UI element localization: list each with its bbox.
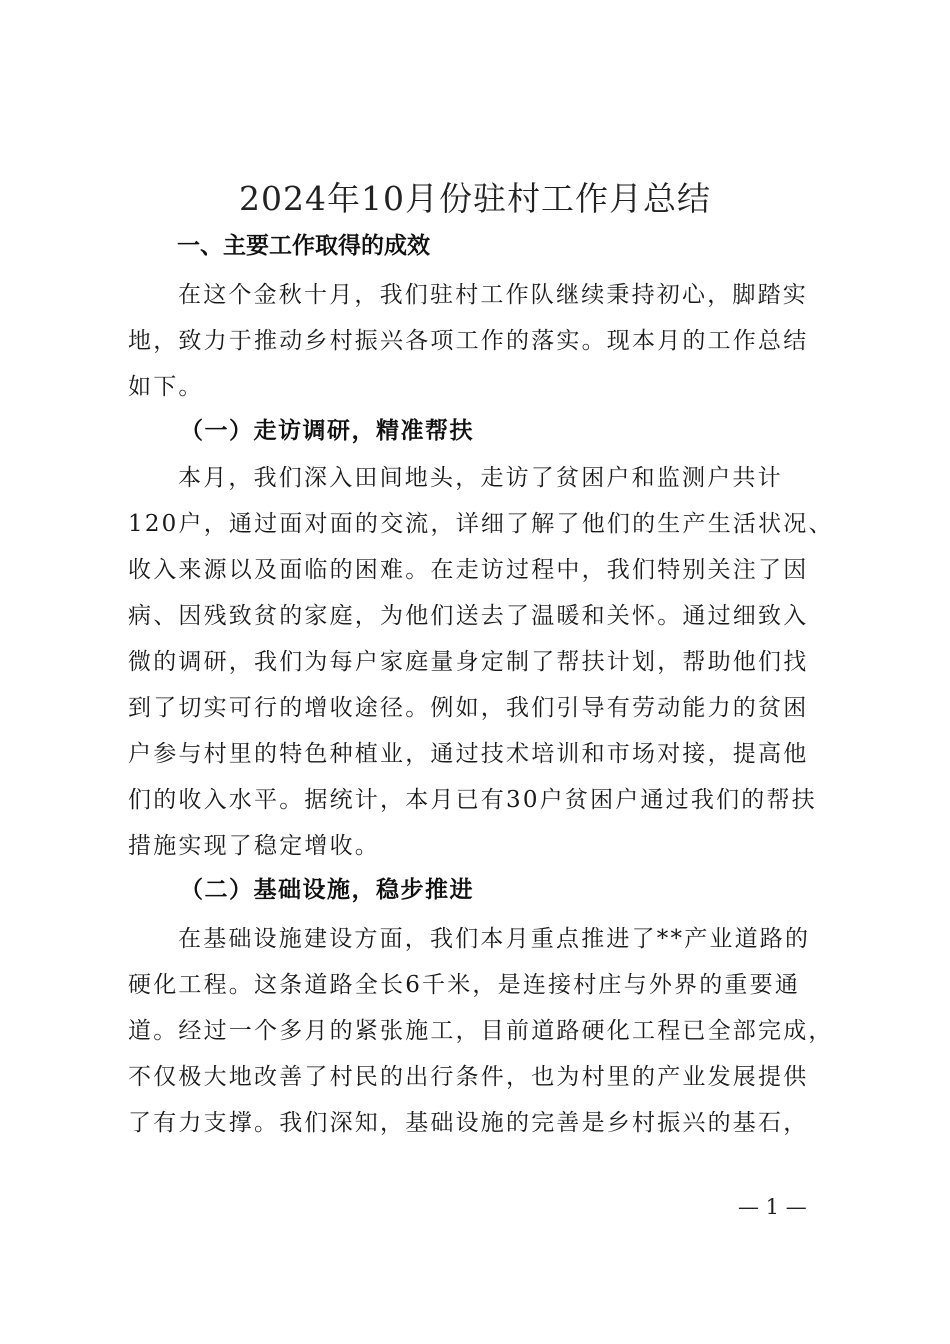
visits-paragraph bbox=[128, 455, 834, 869]
paragraph-line: 本月，我们深入田间地头，走访了贫困户和监测户共计 bbox=[178, 465, 783, 491]
page-number: — 1 — bbox=[738, 1195, 807, 1219]
paragraph-line: 120户，通过面对面的交流，详细了解了他们的生产生活状况、 bbox=[128, 511, 834, 537]
paragraph-line: 在这个金秋十月，我们驻村工作队继续秉持初心，脚踏实 bbox=[178, 282, 808, 308]
paragraph-line: 们的收入水平。据统计，本月已有30户贫困户通过我们的帮扶 bbox=[128, 787, 817, 813]
paragraph-line: 硬化工程。这条道路全长6千米，是连接村庄与外界的重要通 bbox=[128, 972, 801, 998]
intro-paragraph bbox=[128, 272, 828, 410]
paragraph-line: 地，致力于推动乡村振兴各项工作的落实。现本月的工作总结 bbox=[128, 328, 809, 354]
paragraph-line: 到了切实可行的增收途径。例如，我们引导有劳动能力的贫困 bbox=[128, 695, 809, 721]
subheading-visits-research: （一）走访调研，精准帮扶 bbox=[180, 417, 474, 444]
paragraph-line: 措施实现了稳定增收。 bbox=[128, 833, 380, 859]
paragraph-line: 不仅极大地改善了村民的出行条件，也为村里的产业发展提供 bbox=[128, 1064, 809, 1090]
paragraph-line: 收入来源以及面临的困难。在走访过程中，我们特别关注了因 bbox=[128, 557, 809, 583]
subheading-infrastructure: （二）基础设施，稳步推进 bbox=[180, 876, 474, 903]
infrastructure-paragraph bbox=[128, 916, 834, 1146]
paragraph-line: 户参与村里的特色种植业，通过技术培训和市场对接，提高他 bbox=[128, 741, 809, 767]
paragraph-line: 了有力支撑。我们深知，基础设施的完善是乡村振兴的基石， bbox=[128, 1110, 809, 1136]
paragraph-line: 微的调研，我们为每户家庭量身定制了帮扶计划，帮助他们找 bbox=[128, 649, 809, 675]
paragraph-line: 道。经过一个多月的紧张施工，目前道路硬化工程已全部完成， bbox=[128, 1018, 834, 1044]
paragraph-line: 在基础设施建设方面，我们本月重点推进了**产业道路的 bbox=[178, 926, 811, 952]
paragraph-line: 如下。 bbox=[128, 374, 204, 400]
document-title: 2024年10月份驻村工作月总结 bbox=[239, 179, 711, 218]
section-heading-main-achievements: 一、主要工作取得的成效 bbox=[177, 233, 430, 259]
paragraph-line: 病、因残致贫的家庭，为他们送去了温暖和关怀。通过细致入 bbox=[128, 603, 809, 629]
